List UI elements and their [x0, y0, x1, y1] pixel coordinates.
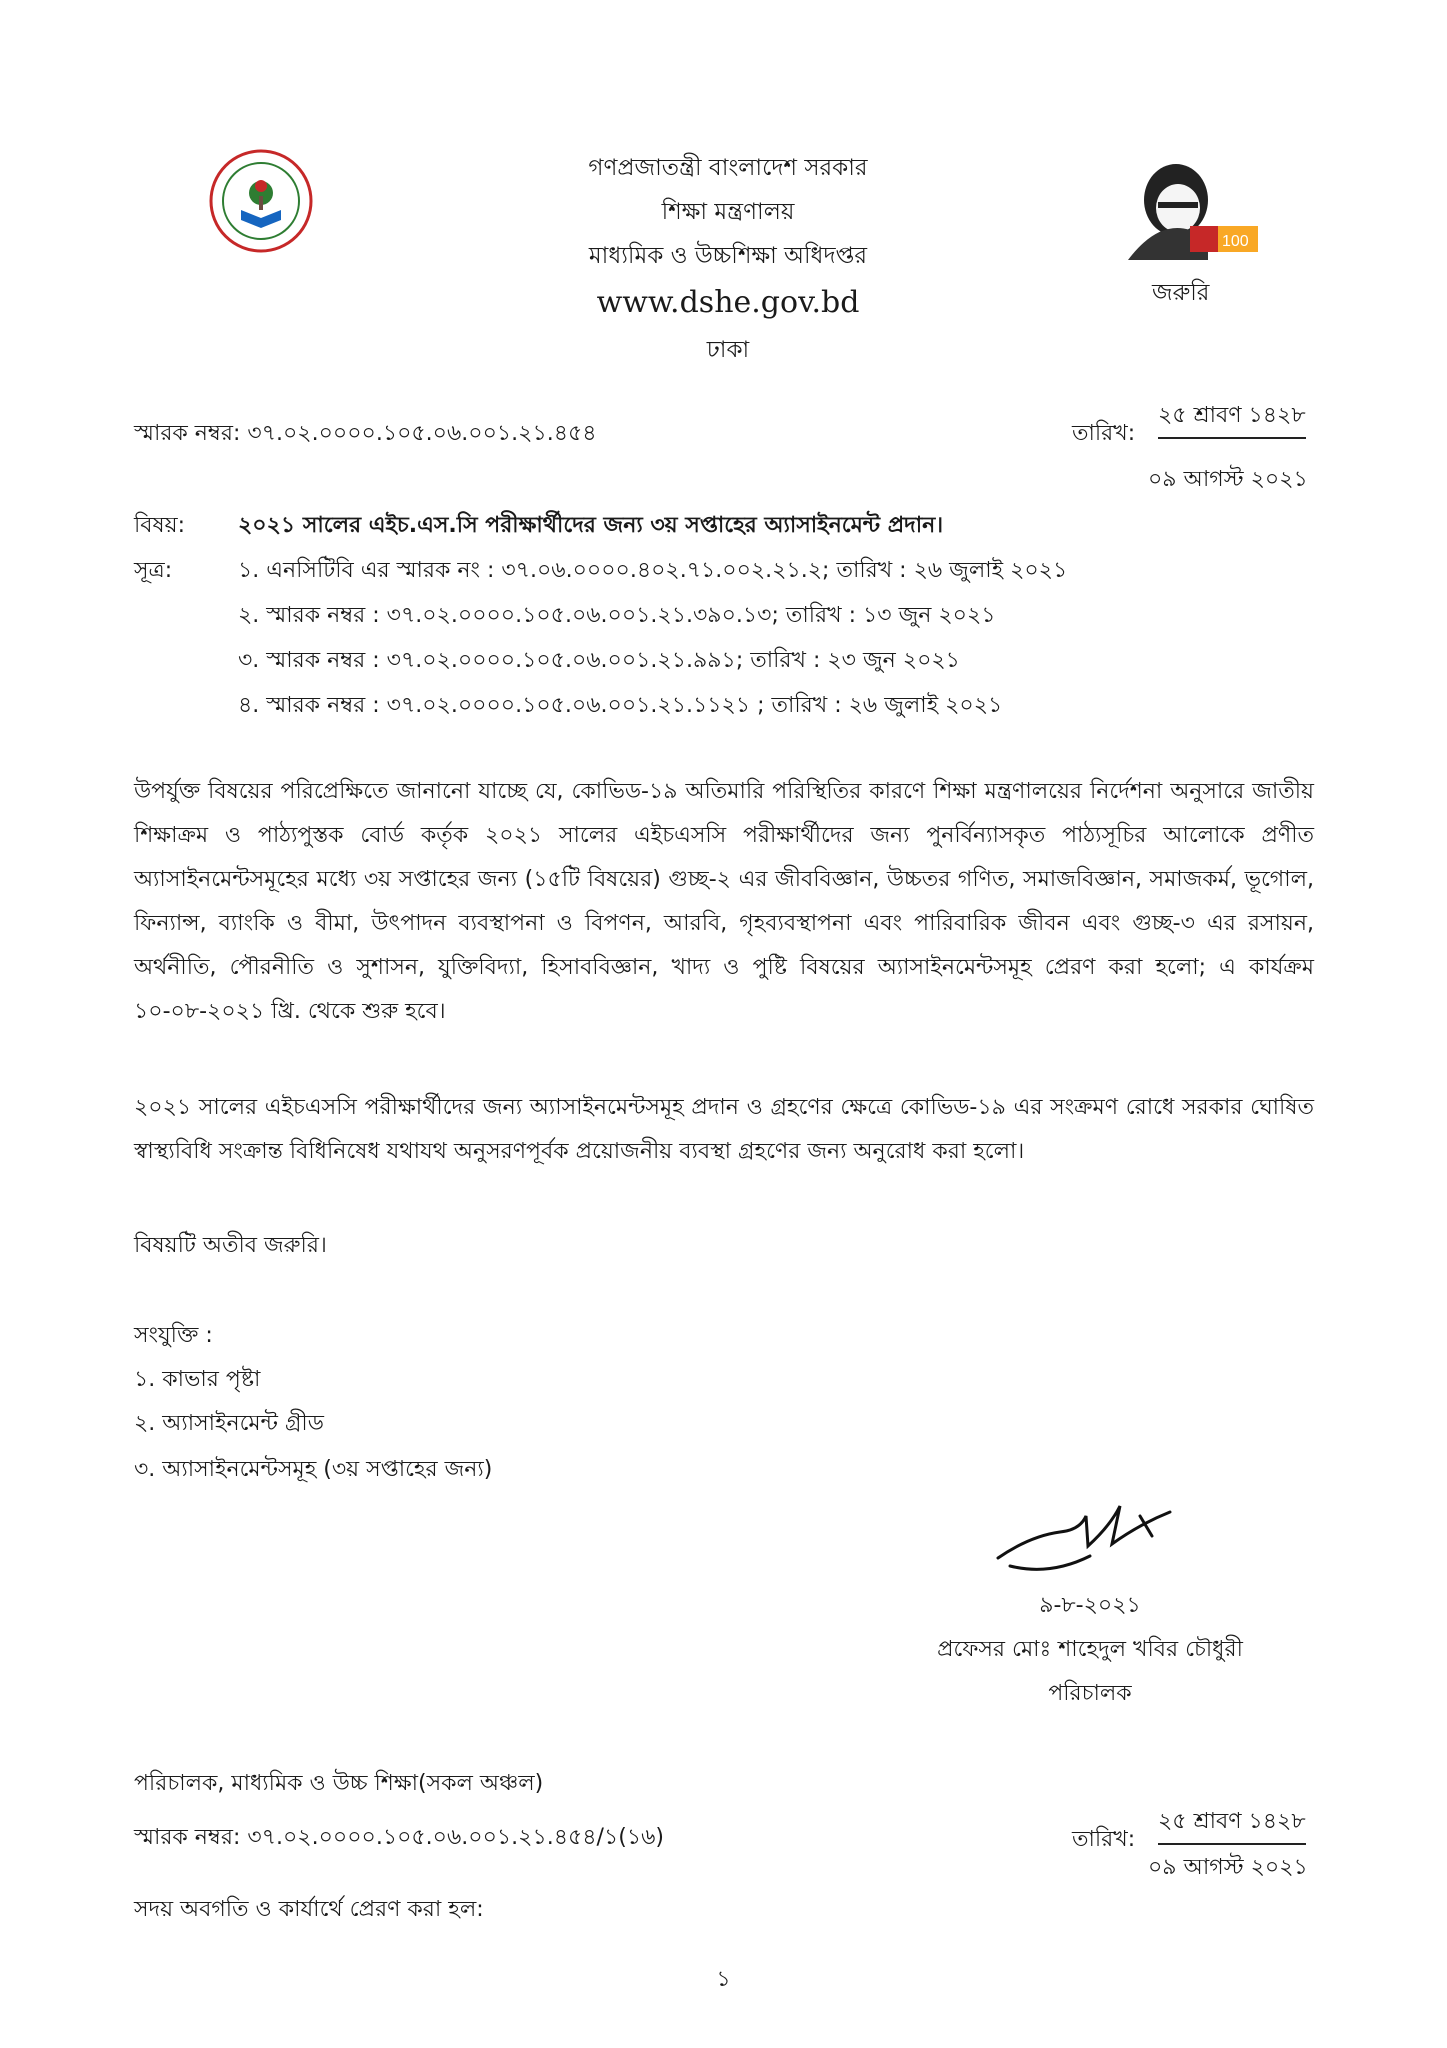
memo2-date-label: তারিখ:: [1072, 1827, 1136, 1852]
date-label: তারিখ:: [1072, 421, 1136, 446]
page-number: ১: [716, 1967, 731, 1992]
subject-text: ২০২১ সালের এইচ.এস.সি পরীক্ষার্থীদের জন্য ৩য় সপ্তাহের অ্যাসাইনমেন্ট প্রদান।: [238, 513, 944, 538]
date-bangla: ২৫ শ্রাবণ ১৪২৮: [1158, 398, 1306, 439]
reference-item: ২. স্মারক নম্বর : ৩৭.০২.০০০০.১০৫.০৬.০০১.২১.৩৯০.১৩; তারিখ : ১৩ জুন ২০২১: [238, 603, 996, 628]
handwritten-signature: [990, 1496, 1190, 1576]
references-label: সূত্র:: [134, 558, 173, 583]
city-name: ঢাকা: [706, 337, 750, 363]
forward-line: সদয় অবগতি ও কার্যার্থে প্রেরণ করা হল:: [134, 1897, 484, 1922]
government-name: গণপ্রজাতন্ত্রী বাংলাদেশ সরকার: [588, 155, 868, 181]
memo2-number: স্মারক নম্বর: ৩৭.০২.০০০০.১০৫.০৬.০০১.২১.৪৫৪/১(১৬): [134, 1825, 664, 1850]
header-block: [448, 146, 1008, 372]
signatory-name: প্রফেসর মোঃ শাহেদুল খবির চৌধুরী: [937, 1637, 1243, 1662]
attachment-item: ২. অ্যাসাইনমেন্ট গ্রীড: [134, 1411, 324, 1436]
body-paragraph-1: উপর্যুক্ত বিষয়ের পরিপ্রেক্ষিতে জানানো যাচ্ছে যে, কোভিড-১৯ অতিমারি পরিস্থিতির কারণে শিক্ষা মন্ত্রণালয়ের নির্দেশনা অনুসারে জাতীয় শিক্ষাক্রম ও পাঠ্যপুস্তক বোর্ড কর্তৃক ২০২১ সালের এইচএসসি পরীক্ষার্থীদের জন্য পুনর্বিন্যাসকৃত পাঠ্যসূচির আলোকে প্রণীত অ্যাসাইনমেন্টসমূহের মধ্যে ৩য় সপ্তাহের জন্য (১৫টি বিষয়ের) গুচ্ছ-২ এর জীববিজ্ঞান, উচ্চতর গণিত, সমাজবিজ্ঞান, সমাজকর্ম, ভূগোল, ফিন্যান্স, ব্যাংকি ও বীমা, উৎপাদন ব্যবস্থাপনা ও বিপণন, আরবি, গৃহব্যবস্থাপনা এবং পারিবারিক জীবন এবং গুচ্ছ-৩ এর রসায়ন, অর্থনীতি, পৌরনীতি ও সুশাসন, যুক্তিবিদ্যা, হিসাববিজ্ঞান, খাদ্য ও পুষ্টি বিষয়ের অ্যাসাইনমেন্টসমূহ প্রেরণ করা হলো; এ কার্যক্রম ১০-০৮-২০২১ খ্রি. থেকে শুরু হবে।: [134, 779, 1314, 1024]
signature-date: ৯-৮-২০২১: [1039, 1593, 1141, 1618]
urgent-note: বিষয়টি অতীব জরুরি।: [134, 1233, 327, 1258]
reference-item: ১. এনসিটিবি এর স্মারক নং : ৩৭.০৬.০০০০.৪০২.৭১.০০২.২১.২; তারিখ : ২৬ জুলাই ২০২১: [238, 558, 1068, 583]
reference-item: ৩. স্মারক নম্বর : ৩৭.০২.০০০০.১০৫.০৬.০০১.২১.৯৯১; তারিখ : ২৩ জুন ২০২১: [238, 648, 960, 673]
memo2-date-english: ০৯ আগস্ট ২০২১: [1148, 1855, 1308, 1880]
dshe-seal-logo: [208, 148, 314, 254]
subject-label: বিষয়:: [134, 513, 186, 538]
memo2-date-bangla: ২৫ শ্রাবণ ১৪২৮: [1158, 1804, 1306, 1845]
website-link[interactable]: www.dshe.gov.bd: [596, 285, 860, 320]
recipient: পরিচালক, মাধ্যমিক ও উচ্চ শিক্ষা(সকল অঞ্চল): [134, 1771, 544, 1796]
ministry-name: শিক্ষা মন্ত্রণালয়: [661, 199, 795, 225]
body-paragraph-2: ২০২১ সালের এইচএসসি পরীক্ষার্থীদের জন্য অ্যাসাইনমেন্টসমূহ প্রদান ও গ্রহণের ক্ষেত্রে কোভিড-১৯ এর সংক্রমণ রোধে সরকার ঘোষিত স্বাস্থ্যবিধি সংক্রান্ত বিধিনিষেধ যথাযথ অনুসরণপূর্বক প্রয়োজনীয় ব্যবস্থা গ্রহণের জন্য অনুরোধ করা হলো।: [134, 1095, 1314, 1164]
reference-item: ৪. স্মারক নম্বর : ৩৭.০২.০০০০.১০৫.০৬.০০১.২১.১১২১ ; তারিখ : ২৬ জুলাই ২০২১: [238, 693, 1003, 718]
mujib-100-logo: [1118, 150, 1268, 266]
date-english: ০৯ আগস্ট ২০২১: [1148, 467, 1308, 492]
urgent-label: জরুরি: [1152, 280, 1210, 306]
directorate-name: মাধ্যমিক ও উচ্চশিক্ষা অধিদপ্তর: [588, 243, 868, 269]
signatory-designation: পরিচালক: [1048, 1681, 1132, 1706]
attachments-label: সংযুক্তি :: [134, 1323, 213, 1348]
svg-text:100: 100: [1222, 233, 1249, 250]
memo-number: স্মারক নম্বর: ৩৭.০২.০০০০.১০৫.০৬.০০১.২১.৪৫৪: [134, 421, 597, 446]
attachment-item: ৩. অ্যাসাইনমেন্টসমূহ (৩য় সপ্তাহের জন্য): [134, 1457, 493, 1482]
attachment-item: ১. কাভার পৃষ্টা: [134, 1367, 261, 1392]
